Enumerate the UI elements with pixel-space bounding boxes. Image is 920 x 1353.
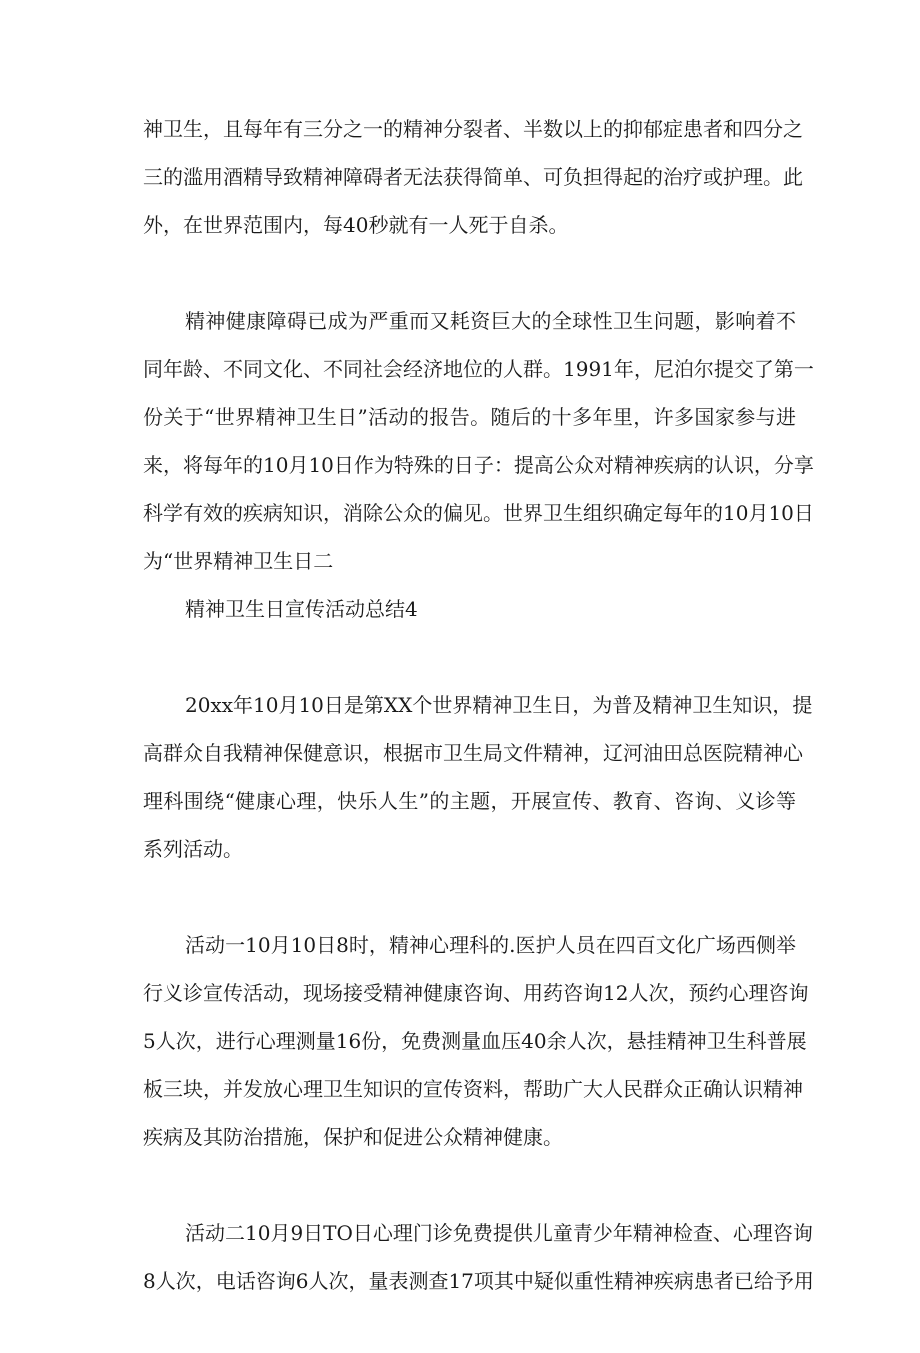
paragraph bbox=[143, 105, 803, 249]
text-line: 三的滥用酒精导致精神障碍者无法获得简单、可负担得起的治疗或护理。此 bbox=[143, 165, 803, 189]
text-line: 活动一10月10日8时，精神心理科的.医护人员在四百文化广场西侧举 bbox=[185, 933, 796, 957]
text-line: 来，将每年的10月10日作为特殊的日子：提高公众对精神疾病的认识，分享 bbox=[143, 453, 814, 477]
text-line: 疾病及其防治措施，保护和促进公众精神健康。 bbox=[143, 1125, 563, 1149]
text-line: 为“世界精神卫生日二 bbox=[143, 549, 334, 573]
text-line: 精神健康障碍已成为严重而又耗资巨大的全球性卫生问题，影响着不 bbox=[185, 309, 796, 333]
paragraph bbox=[143, 921, 809, 1161]
paragraph bbox=[143, 1209, 814, 1305]
text-line: 系列活动。 bbox=[143, 837, 243, 861]
document-page bbox=[143, 105, 814, 1353]
text-line: 20xx年10月10日是第XX个世界精神卫生日，为普及精神卫生知识，提 bbox=[185, 693, 813, 717]
section-heading bbox=[143, 585, 796, 633]
text-line: 同年龄、不同文化、不同社会经济地位的人群。1991年，尼泊尔提交了第一 bbox=[143, 357, 814, 381]
paragraph bbox=[143, 681, 813, 873]
text-line: 外，在世界范围内，每40秒就有一人死于自杀。 bbox=[143, 213, 569, 237]
text-line: 份关于“世界精神卫生日”活动的报告。随后的十多年里，许多国家参与进 bbox=[143, 405, 796, 429]
text-line: 精神卫生日宣传活动总结4 bbox=[185, 597, 418, 621]
text-line: 行义诊宣传活动，现场接受精神健康咨询、用药咨询12人次，预约心理咨询 bbox=[143, 981, 809, 1005]
text-line: 8人次，电话咨询6人次，量表测查17项其中疑似重性精神疾病患者已给予用 bbox=[143, 1269, 814, 1293]
text-line: 5人次，进行心理测量16份，免费测量血压40余人次，悬挂精神卫生科普展 bbox=[143, 1029, 807, 1053]
text-line: 神卫生，且每年有三分之一的精神分裂者、半数以上的抑郁症患者和四分之 bbox=[143, 117, 803, 141]
text-line: 理科围绕“健康心理，快乐人生”的主题，开展宣传、教育、咨询、义诊等 bbox=[143, 789, 796, 813]
text-line: 活动二10月9日TO日心理门诊免费提供儿童青少年精神检查、心理咨询 bbox=[185, 1221, 813, 1245]
text-line: 板三块，并发放心理卫生知识的宣传资料，帮助广大人民群众正确认识精神 bbox=[143, 1077, 803, 1101]
text-line: 科学有效的疾病知识，消除公众的偏见。世界卫生组织确定每年的10月10日 bbox=[143, 501, 814, 525]
paragraph bbox=[143, 297, 814, 585]
text-line: 高群众自我精神保健意识，根据市卫生局文件精神，辽河油田总医院精神心 bbox=[143, 741, 803, 765]
